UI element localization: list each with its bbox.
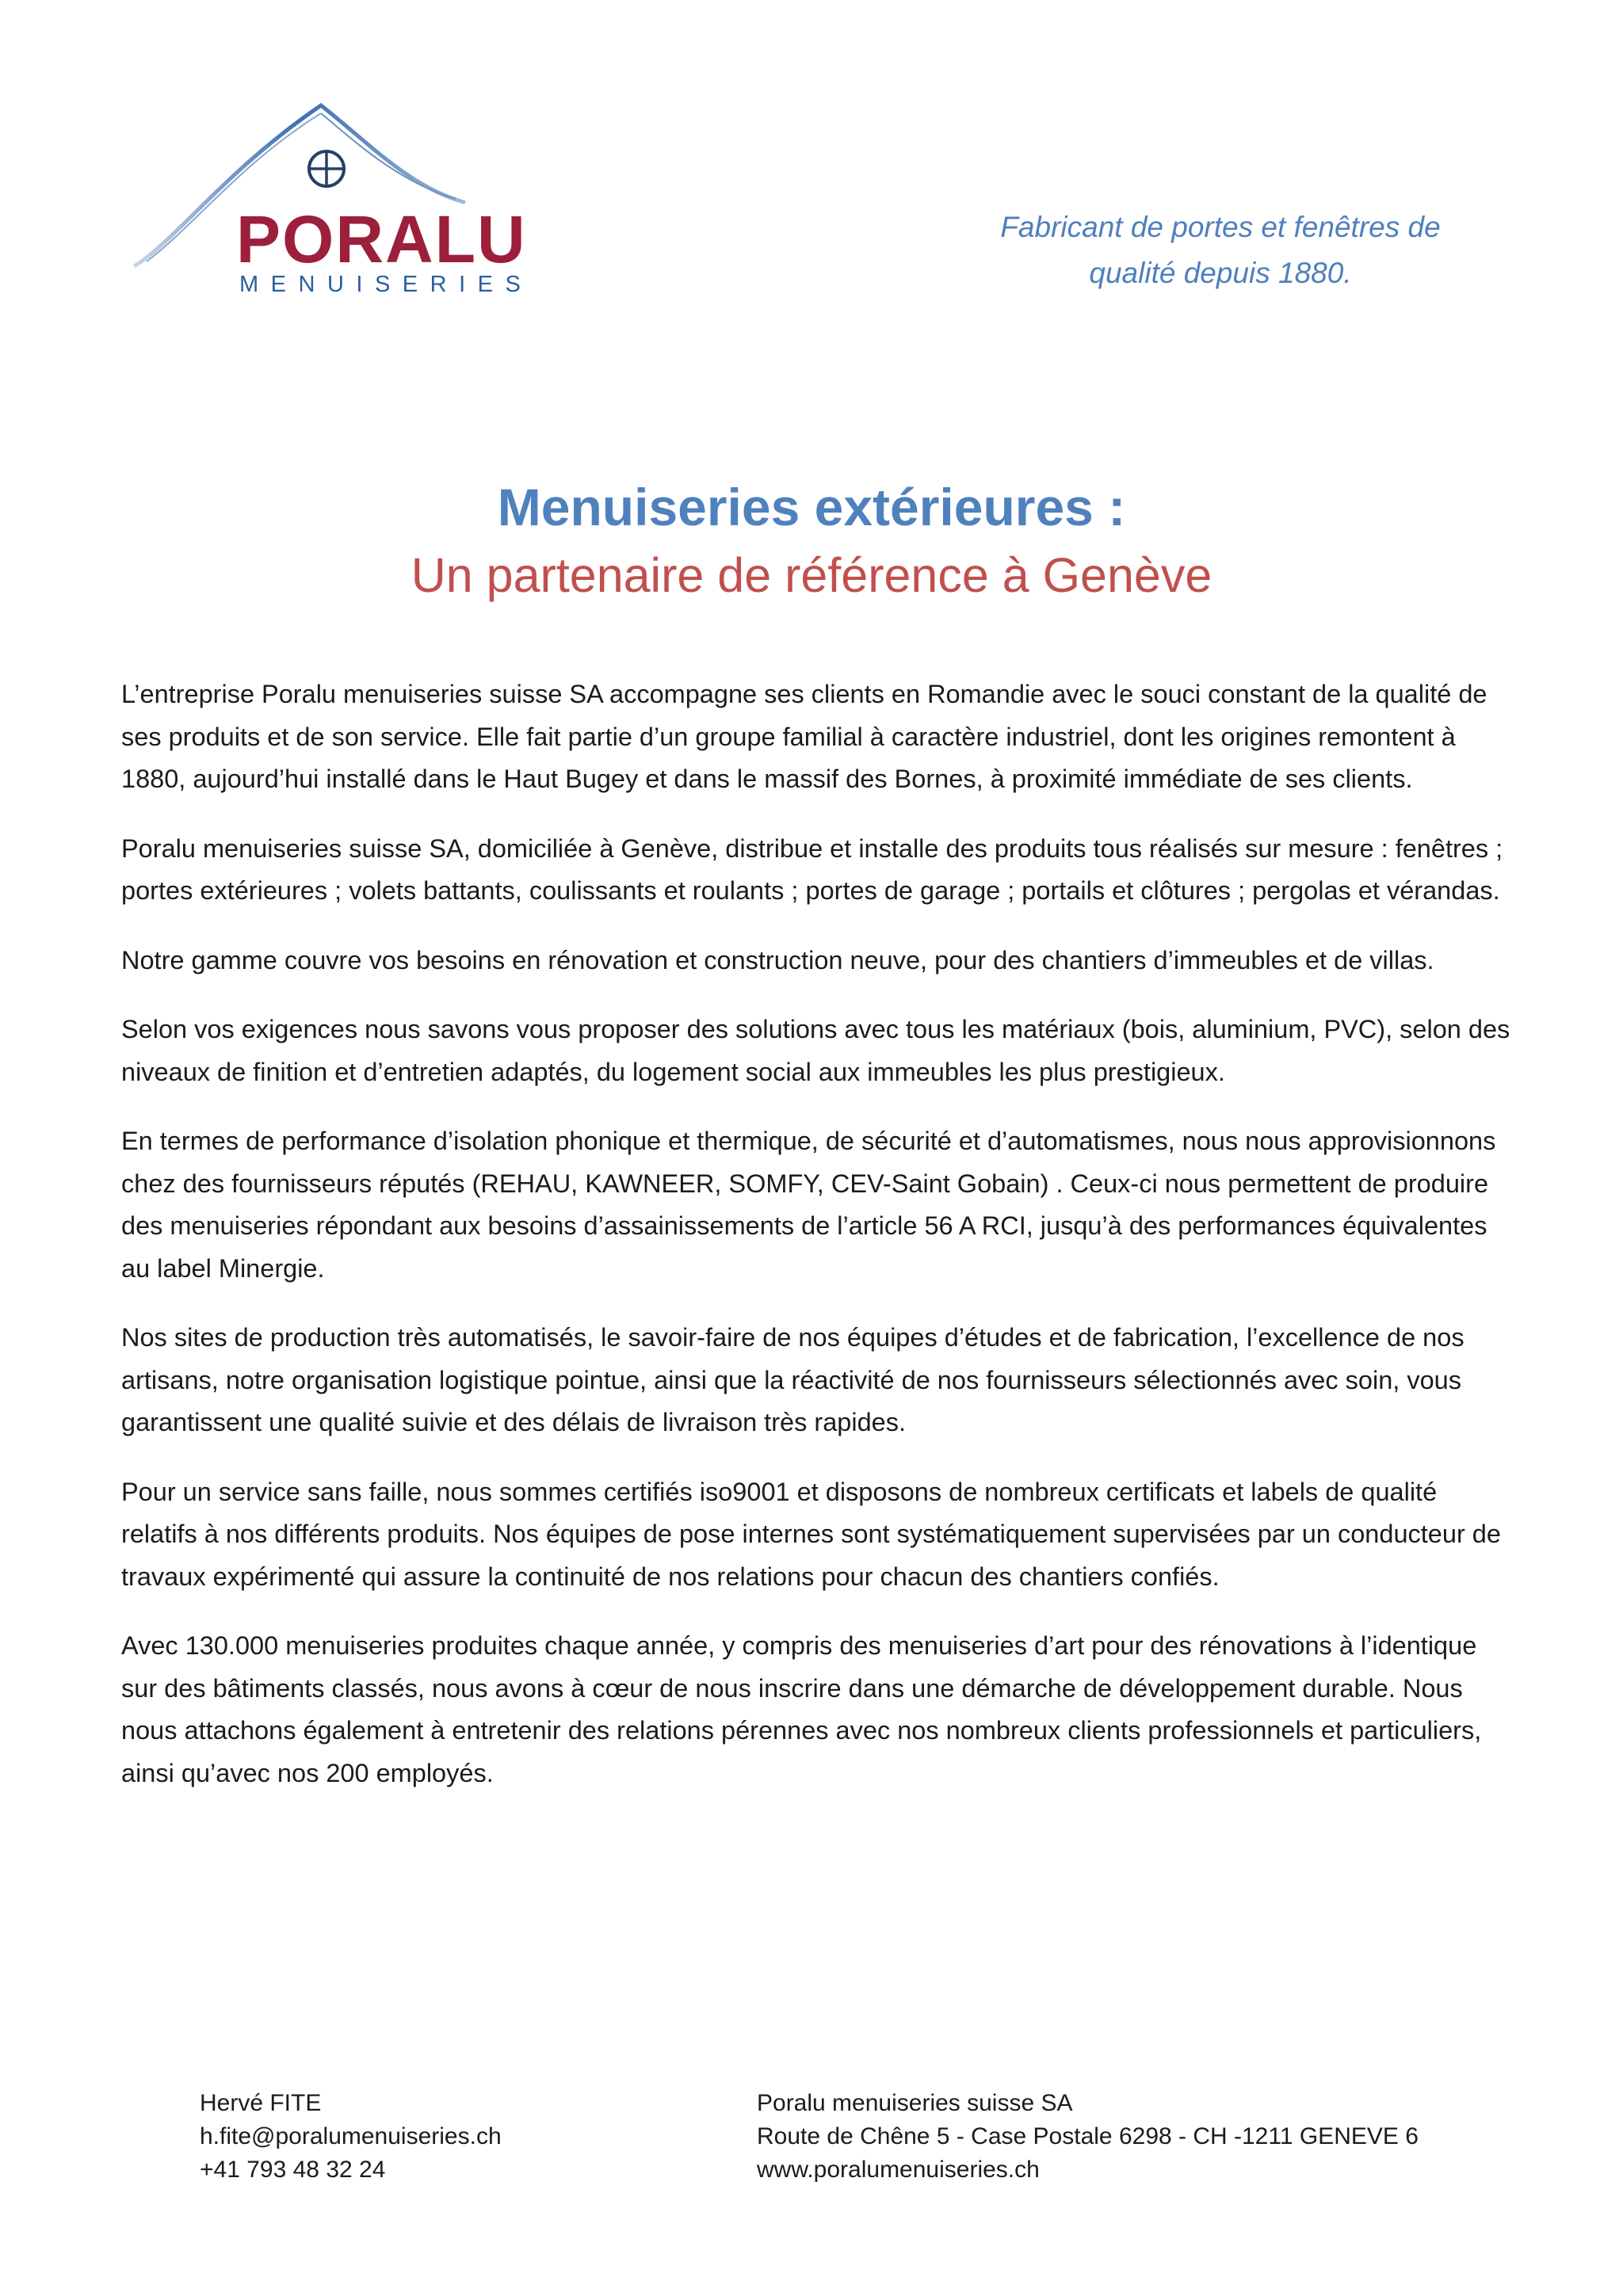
company-address: Route de Chêne 5 - Case Postale 6298 - CH -1211 GENEVE 6 — [757, 2123, 1419, 2149]
logo-wordmark: PORALU — [236, 202, 527, 277]
contact-name: Hervé FITE — [200, 2090, 322, 2116]
tagline-line-2: qualité depuis 1880. — [1089, 257, 1352, 289]
paragraph: En termes de performance d’isolation phonique et thermique, de sécurité et d’automatismes, nous nous approvisionnons chez des fournisseurs réputés (REHAU, KAWNEER, SOMFY, CEV-Saint Gobain) . Ceux-ci nous permettent de produire des menuiseries répondant aux besoins d’assainissements de l’article 56 A RCI, jusqu’à des performances équivalentes au label Minergie. — [121, 1127, 1496, 1283]
logo-subtitle: MENUISERIES — [239, 272, 533, 297]
footer-company — [757, 2087, 1419, 2187]
company-website[interactable]: www.poralumenuiseries.ch — [757, 2157, 1040, 2183]
poralu-logo — [131, 99, 533, 297]
page-title: Menuiseries extérieures : — [497, 478, 1126, 536]
paragraph: Pour un service sans faille, nous sommes certifiés iso9001 et disposons de nombreux certificats et labels de qualité relatifs à nos différents produits. Nos équipes de pose internes sont systématiquement supervisées par un conducteur de travaux expérimenté qui assure la continuité de nos relations pour chacun des chantiers confiés. — [121, 1477, 1501, 1591]
paragraph: Avec 130.000 menuiseries produites chaque année, y compris des menuiseries d’art pour des rénovations à l’identique sur des bâtiments classés, nous avons à cœur de nous inscrire dans une démarche de développement durable. Nous nous attachons également à entretenir des relations pérennes avec nos nombreux clients professionnels et particuliers, ainsi qu’avec nos 200 employés. — [121, 1631, 1482, 1787]
paragraph: Notre gamme couvre vos besoins en rénovation et construction neuve, pour des chantiers d’immeubles et de villas. — [121, 945, 1434, 974]
company-name: Poralu menuiseries suisse SA — [757, 2090, 1073, 2116]
page-subtitle: Un partenaire de référence à Genève — [411, 548, 1212, 602]
paragraph: L’entreprise Poralu menuiseries suisse SA accompagne ses clients en Romandie avec le souci constant de la qualité de ses produits et de son service. Elle fait partie d’un groupe familial à caractère industriel, dont les origines remontent à 1880, aujourd’hui installé dans le Haut Bugey et dans le massif des Bornes, à proximité immédiate de ses clients. — [121, 680, 1487, 793]
footer-contact — [200, 2087, 502, 2187]
tagline-line-1: Fabricant de portes et fenêtres de — [1000, 211, 1441, 243]
contact-phone: +41 793 48 32 24 — [200, 2157, 386, 2183]
round-window-icon — [309, 151, 344, 186]
paragraph: Poralu menuiseries suisse SA, domiciliée à Genève, distribue et installe des produits tous réalisés sur mesure : fenêtres ; portes extérieures ; volets battants, coulissants et roulants ; portes de garage ; portails et clôtures ; pergolas et vérandas. — [121, 833, 1503, 905]
company-tagline — [872, 204, 1569, 296]
paragraph: Nos sites de production très automatisés, le savoir-faire de nos équipes d’études et de fabrication, l’excellence de nos artisans, notre organisation logistique pointue, ainsi que la réactivité de nos fournisseurs sélectionnés avec soin, vous garantissent une qualité suivie et des délais de livraison très rapides. — [121, 1323, 1465, 1436]
contact-email[interactable]: h.fite@poralumenuiseries.ch — [200, 2123, 502, 2149]
paragraph: Selon vos exigences nous savons vous proposer des solutions avec tous les matériaux (bois, aluminium, PVC), selon des niveaux de finition et d’entretien adaptés, du logement social aux immeubles les plus prestigieux. — [121, 1015, 1510, 1086]
body-text — [121, 673, 1516, 1821]
